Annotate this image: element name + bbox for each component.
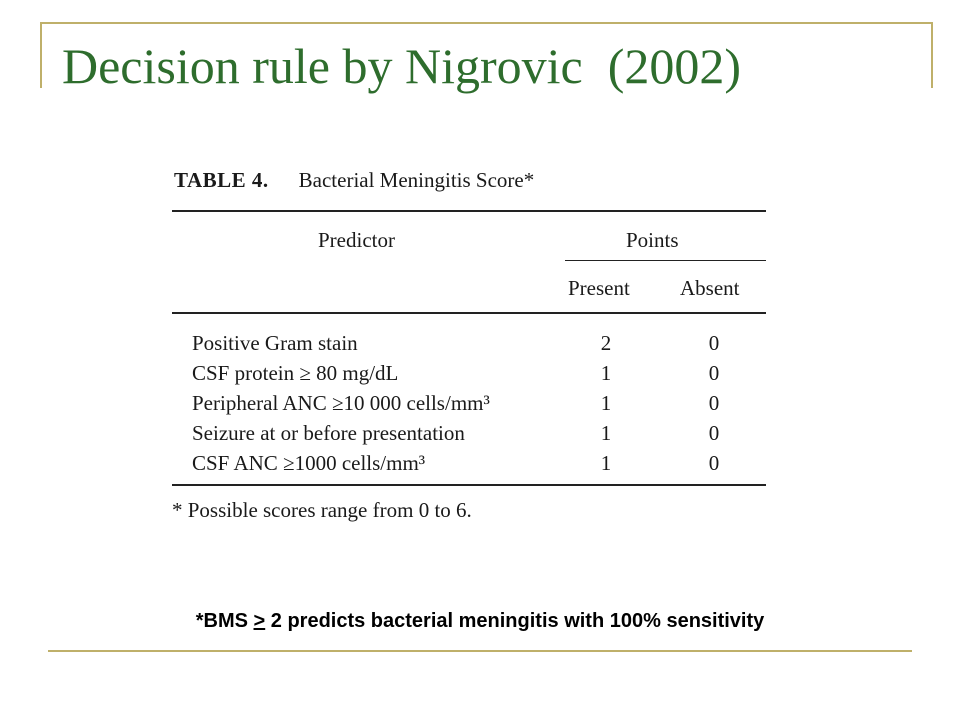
- table-caption: [174, 168, 534, 193]
- table-caption-title: Bacterial Meningitis Score*: [298, 168, 535, 192]
- row-absent-points: 0: [708, 391, 720, 415]
- frame-line-right: [931, 22, 933, 88]
- header-points: Points: [626, 228, 679, 252]
- row-absent-points: 0: [708, 451, 720, 475]
- table-row: [192, 448, 762, 478]
- note-greater-equal-symbol: >: [253, 610, 266, 632]
- row-present-points: 2: [600, 331, 612, 355]
- header-predictor: Predictor: [318, 228, 395, 252]
- row-present-points: 1: [600, 421, 612, 445]
- row-present-points: 1: [600, 361, 612, 385]
- header-present: Present: [568, 276, 630, 300]
- row-predictor: Peripheral ANC ≥10 000 cells/mm³: [192, 391, 490, 415]
- table-rule-header: [172, 312, 766, 314]
- table-body: [192, 328, 762, 478]
- row-absent-points: 0: [708, 361, 720, 385]
- slide-title: Decision rule by Nigrovic (2002): [62, 38, 742, 94]
- row-absent-points: 0: [708, 421, 720, 445]
- table-caption-label: TABLE 4.: [174, 168, 269, 192]
- frame-line-left: [40, 22, 42, 88]
- table-row: [192, 358, 762, 388]
- row-predictor: Positive Gram stain: [192, 331, 358, 355]
- row-predictor: CSF protein ≥ 80 mg/dL: [192, 361, 399, 385]
- note-suffix: 2 predicts bacterial meningitis with 100% sensitivity: [265, 610, 765, 632]
- bms-sensitivity-note: [0, 610, 960, 633]
- row-absent-points: 0: [708, 331, 720, 355]
- table-row: [192, 418, 762, 448]
- header-absent: Absent: [680, 276, 740, 300]
- row-present-points: 1: [600, 451, 612, 475]
- table-row: [192, 388, 762, 418]
- table-rule-bottom: [172, 484, 766, 486]
- table-rule-points: [565, 260, 766, 261]
- row-present-points: 1: [600, 391, 612, 415]
- row-predictor: Seizure at or before presentation: [192, 421, 465, 445]
- frame-line-top: [40, 22, 933, 24]
- table-rule-top: [172, 210, 766, 212]
- table-footnote: * Possible scores range from 0 to 6.: [172, 498, 472, 522]
- row-predictor: CSF ANC ≥1000 cells/mm³: [192, 451, 426, 475]
- table-row: [192, 328, 762, 358]
- note-prefix: *BMS: [195, 610, 254, 632]
- frame-line-bottom: [48, 650, 912, 652]
